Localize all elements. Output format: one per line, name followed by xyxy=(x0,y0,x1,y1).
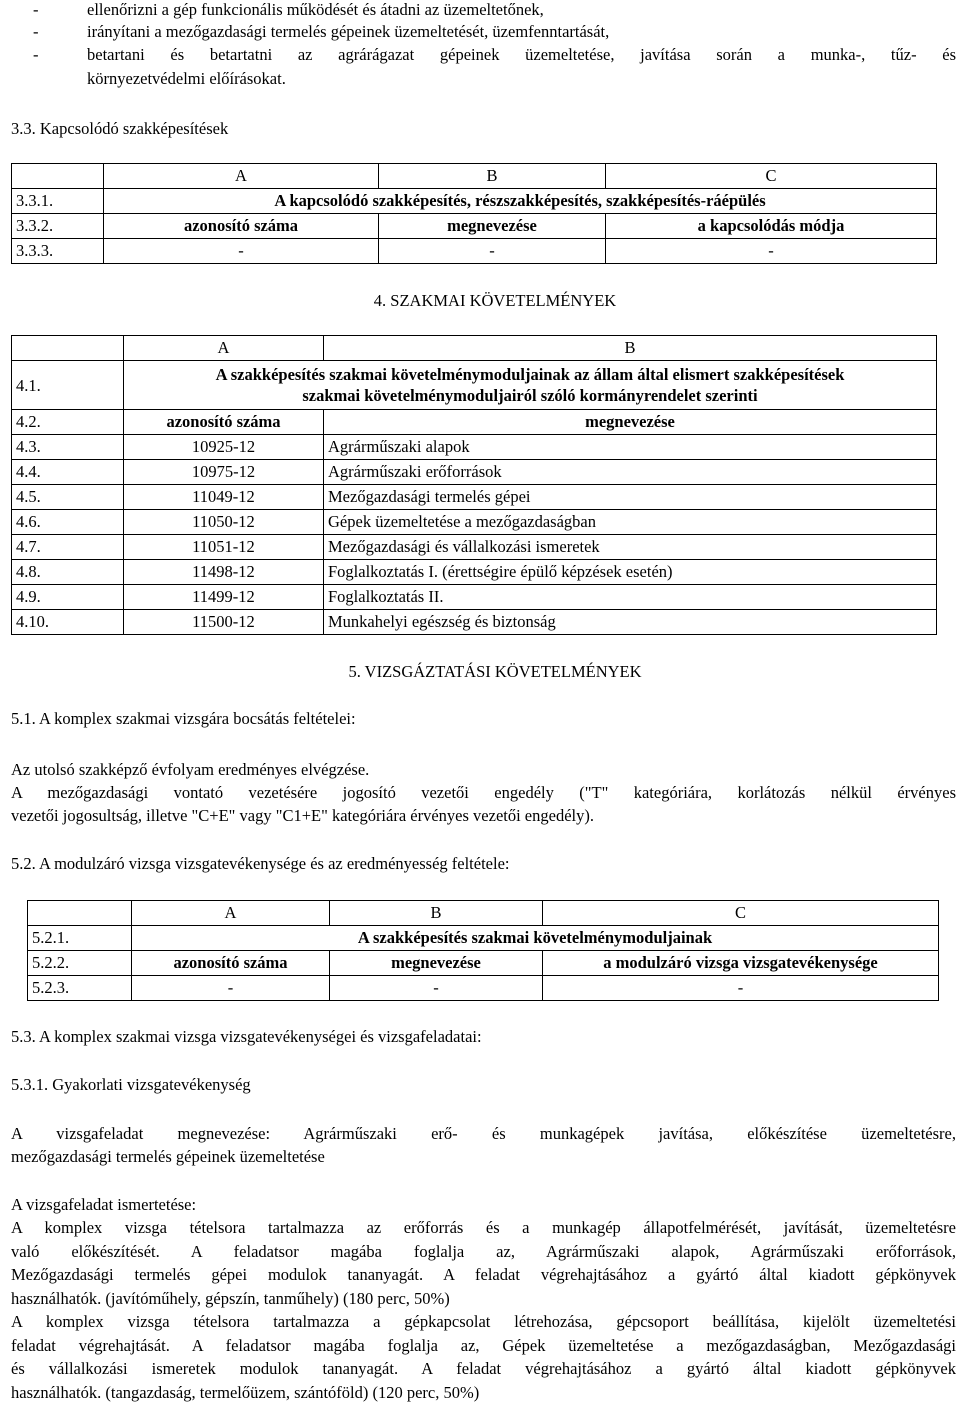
table-cell: Mezőgazdasági termelés gépei xyxy=(324,485,937,510)
table-cell: A szakképesítés szakmai követelménymoduljainak xyxy=(132,926,939,951)
table-cell: A xyxy=(104,164,379,189)
table-row xyxy=(12,510,937,535)
subsection-title-5-3: 5.3. A komplex szakmai vizsga vizsgatevékenységei és vizsgafeladatai: xyxy=(11,1027,482,1046)
table-row xyxy=(28,976,939,1001)
table-cell: Agrárműszaki alapok xyxy=(324,435,937,460)
table-cell: - xyxy=(330,976,543,1001)
table-row xyxy=(12,585,937,610)
table-cell: 5.2.1. xyxy=(28,926,132,951)
paragraph-line: használhatók. (javítóműhely, gépszín, tanműhely) (180 perc, 50%) xyxy=(11,1289,450,1308)
table-cell: C xyxy=(606,164,937,189)
table-cell: 11051-12 xyxy=(124,535,324,560)
table-cell: Munkahelyi egészség és biztonság xyxy=(324,610,937,635)
table-row xyxy=(12,189,937,214)
table-cell: a kapcsolódás módja xyxy=(606,214,937,239)
table-cell: Mezőgazdasági és vállalkozási ismeretek xyxy=(324,535,937,560)
table-cell: B xyxy=(379,164,606,189)
paragraph-line: vezetői jogosultság, illetve "C+E" vagy "C1+E" kategóriára érvényes vezetői engedély). xyxy=(11,806,594,825)
table-cell: - xyxy=(606,239,937,264)
table-cell: 3.3.3. xyxy=(12,239,104,264)
table-cell: A xyxy=(132,901,330,926)
table-cell: 4.7. xyxy=(12,535,124,560)
table-row xyxy=(12,485,937,510)
table-cell: 3.3.2. xyxy=(12,214,104,239)
table-cell: Agrárműszaki erőforrások xyxy=(324,460,937,485)
table-cell: C xyxy=(543,901,939,926)
merged-header-line: A szakképesítés szakmai követelménymoduljainak az állam által elismert szakképesítések xyxy=(215,365,845,384)
paragraph-line: való előkészítését. A feladatsor magába foglalja az, Agrárműszaki alapok, Agrárműszaki erőforrások, xyxy=(11,1242,956,1261)
table-row xyxy=(12,535,937,560)
table-row xyxy=(12,610,937,635)
table-cell: - xyxy=(132,976,330,1001)
table-cell: Foglalkoztatás II. xyxy=(324,585,937,610)
table-cell: 4.3. xyxy=(12,435,124,460)
paragraph-heading: A vizsgafeladat ismertetése: xyxy=(11,1195,197,1214)
table-row xyxy=(28,951,939,976)
bullet-dash: - xyxy=(33,45,39,64)
row-number: 4.2. xyxy=(12,410,124,435)
table-cell: - xyxy=(543,976,939,1001)
bullet-item: betartani és betartatni az agrárágazat gépeinek üzemeltetése, javítása során a munka-, tűz- és xyxy=(87,45,956,64)
column-label: megnevezése xyxy=(324,410,937,435)
bullet-dash: - xyxy=(33,22,39,41)
table-row xyxy=(12,214,937,239)
table-cell: 11499-12 xyxy=(124,585,324,610)
table-professional-requirements xyxy=(11,335,937,635)
section-title-3-3: 3.3. Kapcsolódó szakképesítések xyxy=(11,119,229,138)
table-cell: Foglalkoztatás I. (érettségire épülő képzések esetén) xyxy=(324,560,937,585)
bullet-item: irányítani a mezőgazdasági termelés gépeinek üzemeltetését, üzemfenntartását, xyxy=(87,22,610,41)
table-cell xyxy=(12,164,104,189)
table-row xyxy=(28,926,939,951)
table-cell: megnevezése xyxy=(330,951,543,976)
table-header-row xyxy=(12,164,937,189)
table-cell: 4.4. xyxy=(12,460,124,485)
table-row xyxy=(12,410,937,435)
merged-header-line: szakmai követelménymoduljairól szóló kormányrendelet szerinti xyxy=(302,386,758,405)
table-cell: 11498-12 xyxy=(124,560,324,585)
table-cell: B xyxy=(330,901,543,926)
table-cell: megnevezése xyxy=(379,214,606,239)
table-cell: Gépek üzemeltetése a mezőgazdaságban xyxy=(324,510,937,535)
table-header-cell: A xyxy=(124,336,324,361)
section-title-4: 4. SZAKMAI KÖVETELMÉNYEK xyxy=(373,291,617,310)
table-row xyxy=(12,435,937,460)
table-related-qualifications xyxy=(11,163,937,264)
paragraph-line: feladat végrehajtását. A feladatsor magába foglalja az, Gépek üzemeltetése a mezőgazdaságban, Mezőgazdasági xyxy=(11,1336,956,1355)
table-cell: a modulzáró vizsga vizsgatevékenysége xyxy=(543,951,939,976)
table-header-row xyxy=(28,901,939,926)
table-cell: azonosító száma xyxy=(132,951,330,976)
table-header-cell xyxy=(12,336,124,361)
paragraph-line: használhatók. (tangazdaság, termelőüzem, szántóföld) (120 perc, 50%) xyxy=(11,1383,480,1402)
table-cell: - xyxy=(379,239,606,264)
table-cell: 10925-12 xyxy=(124,435,324,460)
paragraph-line: mezőgazdasági termelés gépeinek üzemeltetése xyxy=(11,1147,325,1166)
table-header-row xyxy=(12,336,937,361)
section-title-5: 5. VIZSGÁZTATÁSI KÖVETELMÉNYEK xyxy=(348,662,642,681)
bullet-item-continuation: környezetvédelmi előírásokat. xyxy=(87,69,286,88)
table-cell: 10975-12 xyxy=(124,460,324,485)
table-cell: 11500-12 xyxy=(124,610,324,635)
table-cell xyxy=(28,901,132,926)
paragraph-line: Mezőgazdasági termelés gépei modulok tananyagát. A feladat végrehajtásához a gyártó által kiadott gépkönyvek xyxy=(11,1265,956,1284)
table-cell: 11049-12 xyxy=(124,485,324,510)
table-cell: 4.6. xyxy=(12,510,124,535)
table-cell: 4.8. xyxy=(12,560,124,585)
table-cell: - xyxy=(104,239,379,264)
table-cell: 4.9. xyxy=(12,585,124,610)
subsection-title-5-2: 5.2. A modulzáró vizsga vizsgatevékenysége és az eredményesség feltétele: xyxy=(11,854,510,873)
table-cell: 3.3.1. xyxy=(12,189,104,214)
bullet-item: ellenőrizni a gép funkcionális működését és átadni az üzemeltetőnek, xyxy=(87,0,544,19)
paragraph-line: A komplex vizsga tételsora tartalmazza a gépkapcsolat létrehozása, gépcsoport beállítása, kijelölt üzemeltetési xyxy=(11,1312,956,1331)
bullet-dash: - xyxy=(33,0,39,19)
table-cell: 5.2.2. xyxy=(28,951,132,976)
column-label: azonosító száma xyxy=(124,410,324,435)
table-row xyxy=(12,460,937,485)
subsection-title-5-3-1: 5.3.1. Gyakorlati vizsgatevékenység xyxy=(11,1075,251,1094)
table-row xyxy=(12,239,937,264)
table-module-exam xyxy=(27,900,939,1001)
table-row xyxy=(12,361,937,410)
table-header-cell: B xyxy=(324,336,937,361)
table-cell: 4.10. xyxy=(12,610,124,635)
paragraph-line: A vizsgafeladat megnevezése: Agrárműszaki erő- és munkagépek javítása, előkészítése üzemeltetésre, xyxy=(11,1124,956,1143)
row-number: 4.1. xyxy=(12,361,124,410)
paragraph-line: A mezőgazdasági vontató vezetésére jogosító vezetői engedély ("T" kategóriára, korlátozás nélkül érvényes xyxy=(11,783,956,802)
subsection-title-5-1: 5.1. A komplex szakmai vizsgára bocsátás feltételei: xyxy=(11,709,356,728)
paragraph-line: és vállalkozási ismeretek modulok tananyagát. A feladat végrehajtásához a gyártó által kiadott gépkönyvek xyxy=(11,1359,956,1378)
table-cell: 5.2.3. xyxy=(28,976,132,1001)
table-cell: azonosító száma xyxy=(104,214,379,239)
table-cell: 4.5. xyxy=(12,485,124,510)
table-cell: A kapcsolódó szakképesítés, részszakképesítés, szakképesítés-ráépülés xyxy=(104,189,937,214)
table-row xyxy=(12,560,937,585)
table-cell: 11050-12 xyxy=(124,510,324,535)
paragraph: Az utolsó szakképző évfolyam eredményes elvégzése. xyxy=(11,760,370,779)
paragraph-line: A komplex vizsga tételsora tartalmazza az erőforrás és a munkagép állapotfelmérését, javítását, üzemeltetésre xyxy=(11,1218,956,1237)
merged-header-cell xyxy=(124,361,937,410)
